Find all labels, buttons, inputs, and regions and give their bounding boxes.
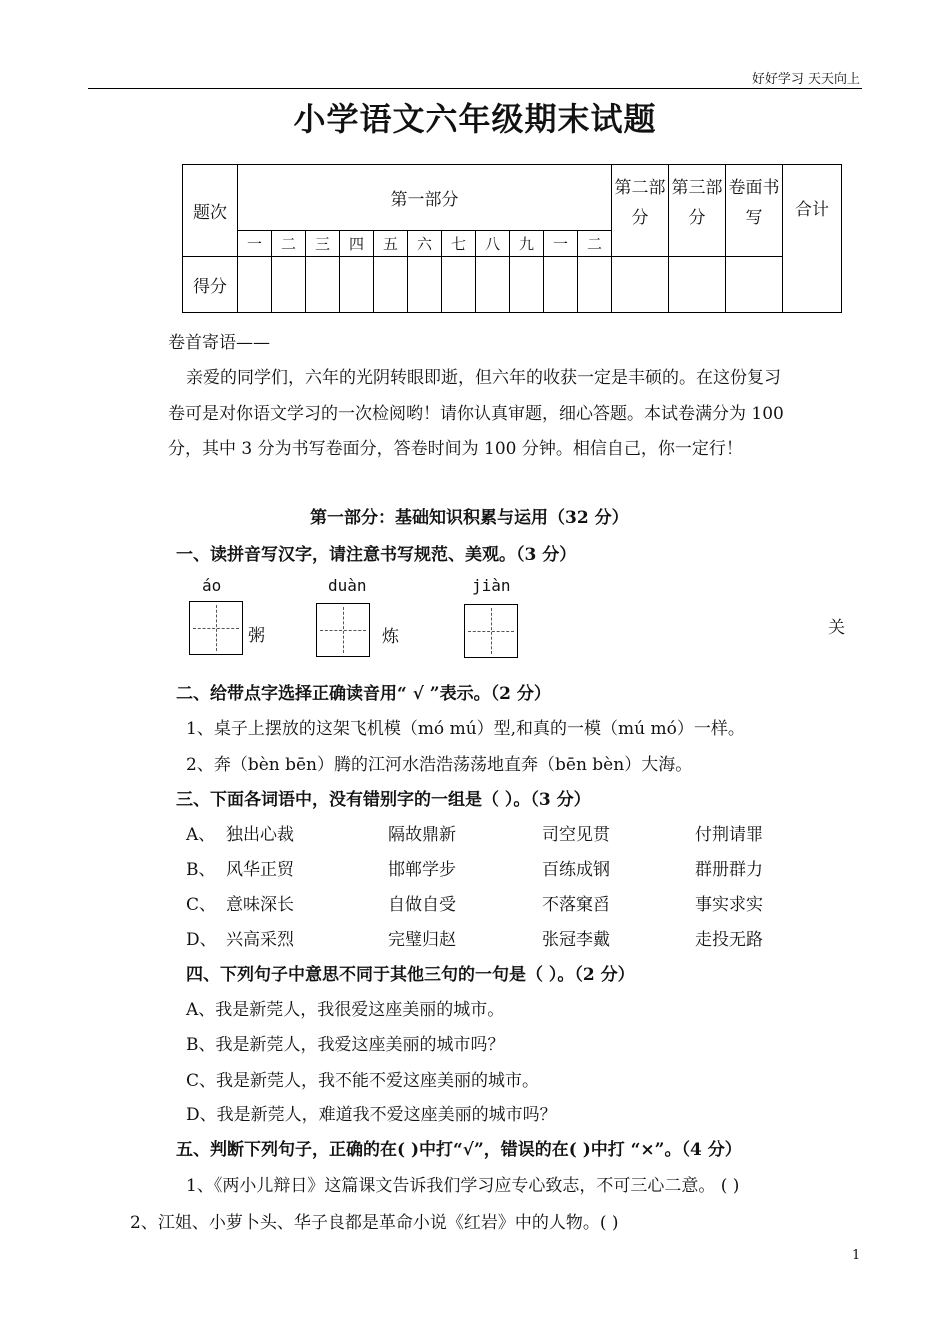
score-table-sub-item: 二: [272, 231, 306, 257]
score-cell[interactable]: [340, 257, 374, 313]
q3-word: 事实求实: [695, 895, 763, 915]
q4-option: A、我是新莞人，我很爱这座美丽的城市。: [186, 1000, 505, 1020]
writing-grid-box[interactable]: [316, 603, 370, 657]
q3-word: 风华正贸: [226, 860, 294, 880]
preface-heading: 卷首寄语——: [168, 333, 270, 353]
score-table-sub-item: 八: [476, 231, 510, 257]
q4-option: B、我是新莞人，我爱这座美丽的城市吗？: [186, 1035, 505, 1055]
q2-title: 二、给带点字选择正确读音用“ √ ”表示。（2 分）: [176, 684, 551, 704]
writing-grid-box[interactable]: [464, 604, 518, 658]
q3-option-label: D、: [186, 930, 217, 950]
score-table-sub-item: 六: [408, 231, 442, 257]
q3-word: 不落窠舀: [542, 895, 610, 915]
q3-word: 独出心裁: [226, 825, 294, 845]
q3-word: 走投无路: [695, 930, 763, 950]
header-rule: [88, 88, 862, 89]
page-number: 1: [852, 1248, 861, 1263]
score-cell[interactable]: [544, 257, 578, 313]
score-cell[interactable]: [442, 257, 476, 313]
score-table-sub-item: 五: [374, 231, 408, 257]
score-table-total-header: 合计: [783, 165, 842, 313]
q4-option: C、我是新莞人，我不能不爱这座美丽的城市。: [186, 1071, 540, 1091]
q3-word: 张冠李戴: [542, 930, 610, 950]
score-table-sub-item: 四: [340, 231, 374, 257]
score-cell[interactable]: [272, 257, 306, 313]
q4-option: D、我是新莞人，难道我不爱这座美丽的城市吗？: [186, 1105, 557, 1125]
q3-word: 付荆请罪: [695, 825, 763, 845]
score-cell[interactable]: [510, 257, 544, 313]
q2-item: 2、奔（bèn bēn）腾的江河水浩浩荡荡地直奔（bēn bèn）大海。: [186, 755, 693, 775]
score-cell[interactable]: [374, 257, 408, 313]
q5-item: 2、江姐、小萝卜头、华子良都是革命小说《红岩》中的人物。( ): [130, 1213, 619, 1233]
q3-title: 三、下面各词语中，没有错别字的一组是（ ）。（3 分）: [176, 790, 591, 810]
q3-word: 司空见贯: [542, 825, 610, 845]
q1-pinyin: áo: [202, 576, 222, 595]
q5-title: 五、判断下列句子，正确的在( )中打“√”，错误的在( )中打 “×”。（4 分）: [176, 1140, 742, 1160]
q3-option-label: A、: [186, 825, 216, 845]
q3-word: 邯郸学步: [388, 860, 456, 880]
score-table-handwriting-header: 卷面书写: [726, 165, 783, 257]
preface-line: 分，其中 3 分为书写卷面分，答卷时间为 100 分钟。相信自己，你一定行！: [168, 439, 743, 459]
exam-title: 小学语文六年级期末试题: [293, 100, 657, 138]
q1-char: 关: [828, 618, 845, 638]
header-motto: 好好学习 天天向上: [751, 72, 860, 87]
q3-word: 意味深长: [226, 895, 294, 915]
score-table-part2-header: 第二部分: [612, 165, 669, 257]
score-cell[interactable]: [476, 257, 510, 313]
score-table-sub-item: 九: [510, 231, 544, 257]
q1-char: 炼: [382, 627, 399, 647]
q1-pinyin: jiàn: [472, 576, 511, 595]
score-cell[interactable]: [726, 257, 783, 313]
writing-grid-box[interactable]: [189, 601, 243, 655]
score-table-sub-item: 一: [544, 231, 578, 257]
score-table-sub-item: 二: [578, 231, 612, 257]
q5-item: 1、《两小儿辩日》这篇课文告诉我们学习应专心致志，不可三心二意。 ( ): [186, 1176, 740, 1196]
score-table-part1-header: 第一部分: [238, 165, 612, 231]
q3-word: 百练成钢: [542, 860, 610, 880]
score-table-part3-header: 第三部分: [669, 165, 726, 257]
score-table-item-label: 题次: [183, 165, 238, 257]
q3-word: 完璧归赵: [388, 930, 456, 950]
score-table: [182, 164, 842, 313]
q3-option-label: C、: [186, 895, 217, 915]
score-cell[interactable]: [306, 257, 340, 313]
part1-heading: 第一部分：基础知识积累与运用（32 分）: [310, 508, 629, 528]
score-table-score-label: 得分: [183, 257, 238, 313]
q1-title: 一、读拼音写汉字，请注意书写规范、美观。（3 分）: [176, 545, 577, 565]
q3-word: 兴高采烈: [226, 930, 294, 950]
q3-word: 自做自受: [388, 895, 456, 915]
score-table-sub-item: 七: [442, 231, 476, 257]
score-cell[interactable]: [612, 257, 669, 313]
q1-pinyin: duàn: [328, 576, 367, 595]
q1-char: 粥: [248, 626, 265, 646]
score-cell[interactable]: [238, 257, 272, 313]
score-cell[interactable]: [408, 257, 442, 313]
score-table-sub-item: 一: [238, 231, 272, 257]
q4-title: 四、下列句子中意思不同于其他三句的一句是（ ）。（2 分）: [186, 965, 635, 985]
score-cell[interactable]: [578, 257, 612, 313]
q2-item: 1、桌子上摆放的这架飞机模（mó mú）型,和真的一模（mú mó）一样。: [186, 719, 745, 739]
score-table-sub-item: 三: [306, 231, 340, 257]
q3-word: 群册群力: [695, 860, 763, 880]
q3-option-label: B、: [186, 860, 216, 880]
score-cell[interactable]: [669, 257, 726, 313]
preface-line: 亲爱的同学们，六年的光阴转眼即逝，但六年的收获一定是丰硕的。在这份复习: [186, 368, 781, 388]
preface-line: 卷可是对你语文学习的一次检阅哟！请你认真审题，细心答题。本试卷满分为 100: [168, 404, 784, 424]
q3-word: 隔故鼎新: [388, 825, 456, 845]
